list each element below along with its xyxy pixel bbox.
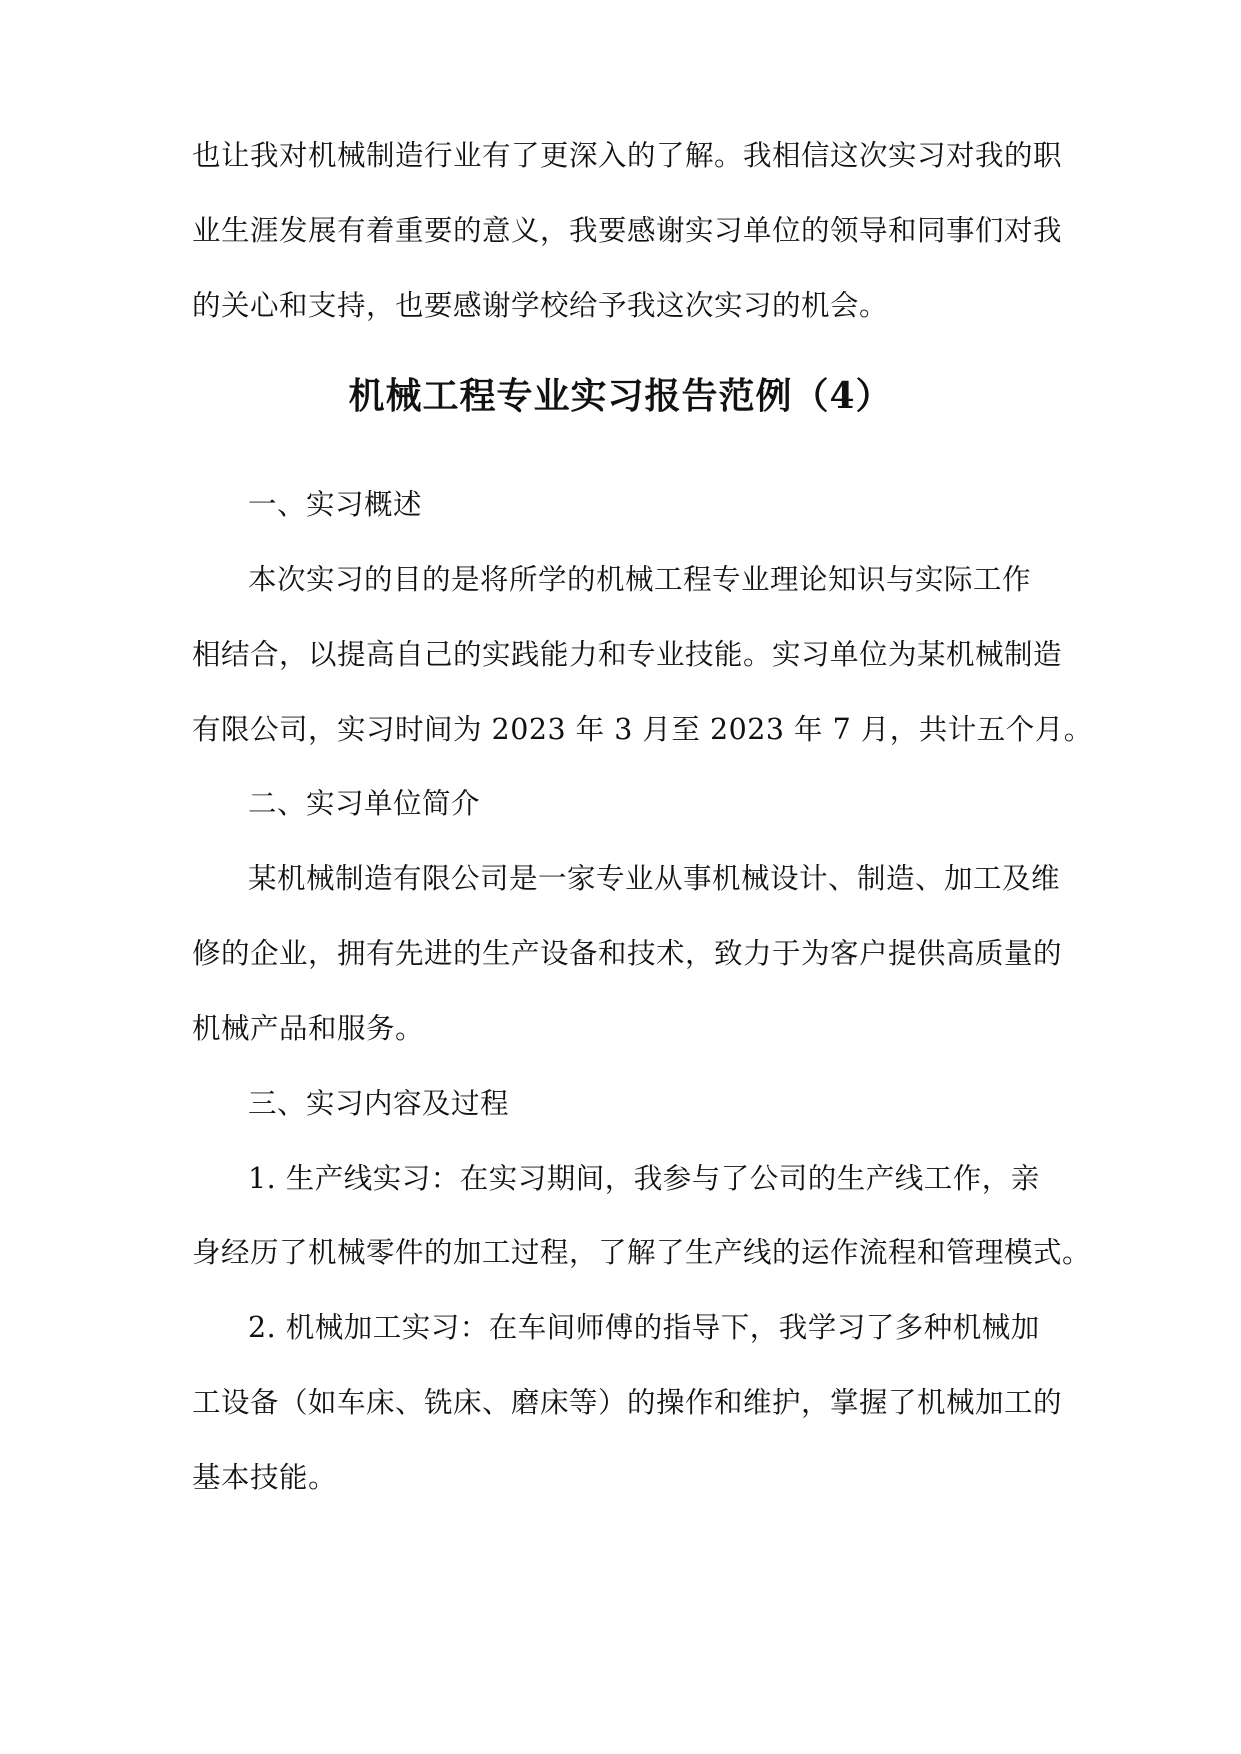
paragraph-line: 某机械制造有限公司是一家专业从事机械设计、制造、加工及维 — [248, 862, 1061, 895]
section-heading: 二、实习单位简介 — [248, 787, 481, 820]
section-heading: 三、实习内容及过程 — [248, 1087, 510, 1120]
intro-line: 业生涯发展有着重要的意义，我要感谢实习单位的领导和同事们对我 — [192, 214, 1063, 247]
list-item-line: 1. 生产线实习：在实习期间，我参与了公司的生产线工作，亲 — [248, 1162, 1040, 1195]
paragraph-line: 本次实习的目的是将所学的机械工程专业理论知识与实际工作 — [248, 563, 1032, 596]
paragraph-line: 相结合，以提高自己的实践能力和专业技能。实习单位为某机械制造 — [192, 638, 1063, 671]
list-item-line: 工设备（如车床、铣床、磨床等）的操作和维护，掌握了机械加工的 — [192, 1386, 1063, 1419]
intro-line: 也让我对机械制造行业有了更深入的了解。我相信这次实习对我的职 — [192, 139, 1063, 172]
list-item-line: 基本技能。 — [192, 1461, 338, 1494]
section-heading: 一、实习概述 — [248, 488, 423, 521]
intro-line: 的关心和支持，也要感谢学校给予我这次实习的机会。 — [192, 289, 889, 322]
paragraph-line: 有限公司，实习时间为 2023 年 3 月至 2023 年 7 月，共计五个月。 — [192, 713, 1093, 746]
paragraph-line: 修的企业，拥有先进的生产设备和技术，致力于为客户提供高质量的 — [192, 937, 1063, 970]
report-title: 机械工程专业实习报告范例（4） — [348, 375, 893, 417]
list-item-line: 身经历了机械零件的加工过程，了解了生产线的运作流程和管理模式。 — [192, 1236, 1092, 1269]
paragraph-line: 机械产品和服务。 — [192, 1012, 425, 1045]
list-item-line: 2. 机械加工实习：在车间师傅的指导下，我学习了多种机械加 — [248, 1311, 1040, 1344]
